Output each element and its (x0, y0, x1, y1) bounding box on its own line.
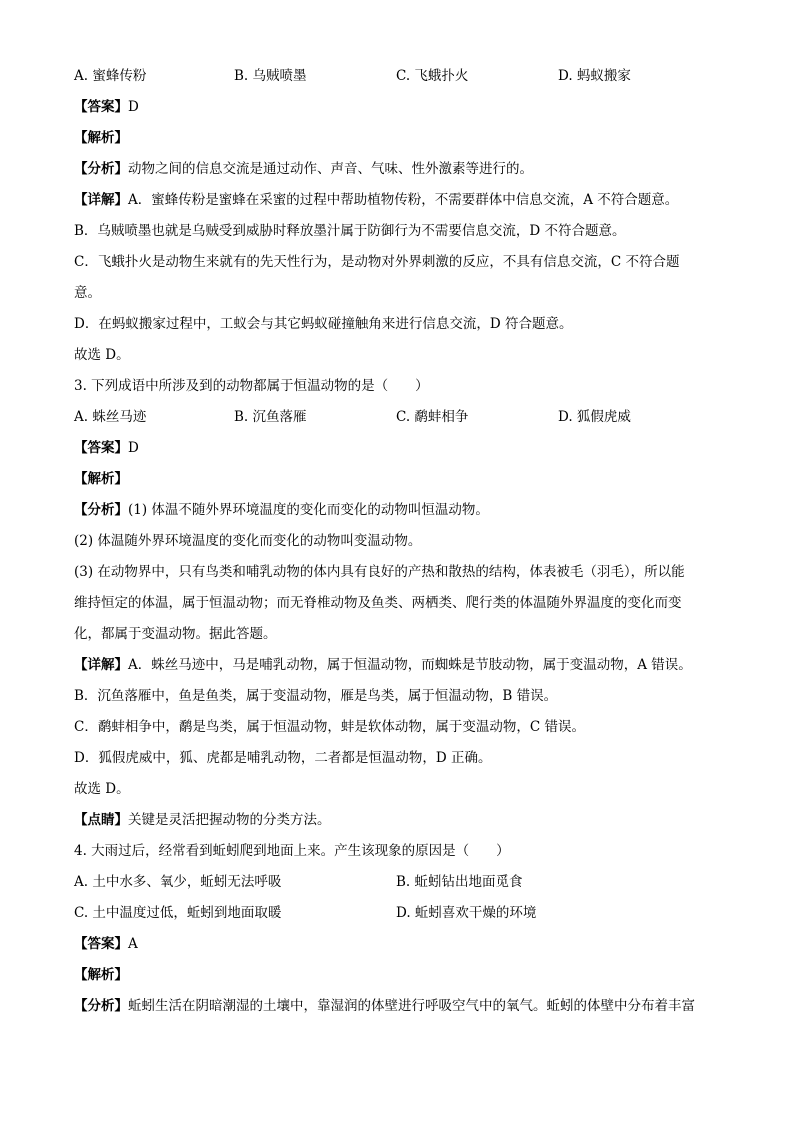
q3-line-c: C．鹬蚌相争中，鹬是鸟类，属于恒温动物，蚌是软体动物，属于变温动物，C 错误。 (74, 719, 585, 735)
q3-option-b: B. 沉鱼落雁 (234, 409, 307, 425)
q2-option-d: D. 蚂蚁搬家 (558, 68, 631, 84)
answer-tag: 【答案】 (74, 440, 128, 456)
answer-value: D (128, 99, 139, 115)
q4-option-d: D. 蚯蚓喜欢干燥的环境 (396, 905, 537, 921)
q3-fenxi-3c: 化，都属于变温动物。据此答题。 (74, 626, 277, 642)
fenxi-text: 蚯蚓生活在阴暗潮湿的土壤中，靠湿润的体壁进行呼吸空气中的氧气。蚯蚓的体壁中分布着丰富 (128, 998, 695, 1014)
q3-xiangjie (74, 653, 724, 684)
q4-options-row2 (74, 901, 724, 932)
q3-option-a: A. 蛛丝马迹 (74, 409, 147, 425)
q4-option-c: C. 土中温度过低，蚯蚓到地面取暖 (74, 905, 282, 921)
q2-line-b: B．乌贼喷墨也就是乌贼受到威胁时释放墨汁属于防御行为不需要信息交流，D 不符合题意。 (74, 223, 626, 239)
answer-value: D (128, 440, 139, 456)
q2-option-a: A. 蜜蜂传粉 (74, 68, 147, 84)
q2-conclusion: 故选 D。 (74, 347, 130, 363)
xiangjie-text: A．蛛丝马迹中，马是哺乳动物，属于恒温动物，而蜘蛛是节肢动物，属于变温动物，A 错误。 (128, 657, 692, 673)
q3-fenxi-1 (74, 498, 724, 529)
fenxi-tag: 【分析】 (74, 502, 128, 518)
analysis-tag: 【解析】 (74, 130, 128, 146)
q2-options (74, 64, 724, 95)
dianjing-tag: 【点睛】 (74, 812, 128, 828)
q4-stem: 4. 大雨过后，经常看到蚯蚓爬到地面上来。产生该现象的原因是（ ） (74, 843, 510, 859)
document-content (74, 64, 724, 1025)
fenxi-tag: 【分析】 (74, 998, 128, 1014)
q2-line-d: D．在蚂蚁搬家过程中，工蚁会与其它蚂蚁碰撞触角来进行信息交流，D 符合题意。 (74, 316, 573, 332)
answer-value: A (128, 936, 138, 952)
q3-analysis-heading (74, 467, 724, 498)
q3-option-c: C. 鹬蚌相争 (396, 409, 469, 425)
q2-option-b: B. 乌贼喷墨 (234, 68, 307, 84)
q3-fenxi-3b: 维持恒定的体温，属于恒温动物；而无脊椎动物及鱼类、两栖类、爬行类的体温随外界温度的变化而变 (74, 595, 682, 611)
analysis-tag: 【解析】 (74, 967, 128, 983)
q4-fenxi (74, 994, 724, 1025)
fenxi-tag: 【分析】 (74, 161, 128, 177)
q3-option-d: D. 狐假虎威 (558, 409, 631, 425)
q4-analysis-heading (74, 963, 724, 994)
q2-answer (74, 95, 724, 126)
q2-line-c1: C．飞蛾扑火是动物生来就有的先天性行为，是动物对外界刺激的反应，不具有信息交流，C 不符合题 (74, 254, 680, 270)
q4-answer (74, 932, 724, 963)
answer-tag: 【答案】 (74, 99, 128, 115)
q2-xiangjie (74, 188, 724, 219)
q4-option-b: B. 蚯蚓钻出地面觅食 (396, 874, 523, 890)
q2-analysis-heading (74, 126, 724, 157)
xiangjie-tag: 【详解】 (74, 657, 128, 673)
q2-fenxi (74, 157, 724, 188)
q4-options-row1 (74, 870, 724, 901)
q4-option-a: A. 土中水多、氧少，蚯蚓无法呼吸 (74, 874, 282, 890)
fenxi-text: (1) 体温不随外界环境温度的变化而变化的动物叫恒温动物。 (128, 502, 489, 518)
q3-line-b: B．沉鱼落雁中，鱼是鱼类，属于变温动物，雁是鸟类，属于恒温动物，B 错误。 (74, 688, 558, 704)
dianjing-text: 关键是灵活把握动物的分类方法。 (128, 812, 331, 828)
q3-fenxi-3a: (3) 在动物界中，只有鸟类和哺乳动物的体内具有良好的产热和散热的结构，体表被毛（羽毛），所以能 (74, 564, 685, 580)
xiangjie-tag: 【详解】 (74, 192, 128, 208)
q3-answer (74, 436, 724, 467)
q3-line-d: D．狐假虎威中，狐、虎都是哺乳动物，二者都是恒温动物，D 正确。 (74, 750, 492, 766)
answer-tag: 【答案】 (74, 936, 128, 952)
q3-dianjing (74, 808, 724, 839)
q3-fenxi-2: (2) 体温随外界环境温度的变化而变化的动物叫变温动物。 (74, 533, 422, 549)
q3-stem: 3. 下列成语中所涉及到的动物都属于恒温动物的是（ ） (74, 378, 429, 394)
analysis-tag: 【解析】 (74, 471, 128, 487)
xiangjie-text: A．蜜蜂传粉是蜜蜂在采蜜的过程中帮助植物传粉，不需要群体中信息交流，A 不符合题意。 (128, 192, 679, 208)
q2-line-c2: 意。 (74, 285, 101, 301)
fenxi-text: 动物之间的信息交流是通过动作、声音、气味、性外激素等进行的。 (128, 161, 533, 177)
q2-option-c: C. 飞蛾扑火 (396, 68, 469, 84)
q3-conclusion: 故选 D。 (74, 781, 130, 797)
q3-options (74, 405, 724, 436)
